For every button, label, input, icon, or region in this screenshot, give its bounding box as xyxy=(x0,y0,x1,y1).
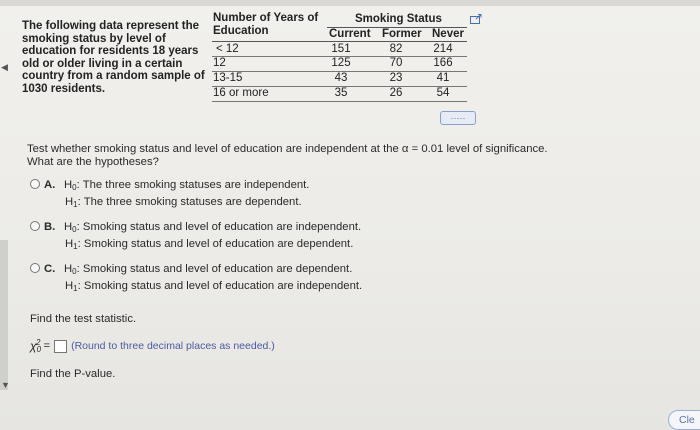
alternative-hypothesis: The three smoking statuses are dependent. xyxy=(83,196,302,208)
chi-square-symbol xyxy=(30,338,40,354)
h1-label: H xyxy=(65,196,74,208)
h1-label: H xyxy=(65,280,74,292)
top-bar xyxy=(0,0,700,6)
h0-subscript: 0 xyxy=(72,225,77,234)
table-cell: 214 xyxy=(433,43,453,55)
rounding-note: (Round to three decimal places as needed.) xyxy=(71,340,275,352)
h0-subscript: 0 xyxy=(72,267,77,276)
option-letter: B. xyxy=(44,221,56,233)
row-label: 13-15 xyxy=(213,72,243,84)
h1-label: H xyxy=(65,238,74,250)
expand-more-button[interactable]: ····· xyxy=(440,111,476,125)
option-b[interactable]: B. $H_0$: Smoking status and level of education are independent. $H_1$: Smoking status and level of education are dependent. xyxy=(30,220,361,254)
h1-subscript: 1 xyxy=(73,242,78,251)
table-cell: 54 xyxy=(436,87,450,99)
null-hypothesis: The three smoking statuses are independent. xyxy=(82,179,310,191)
find-test-statistic-prompt: Find the test statistic. xyxy=(30,313,137,325)
option-letter: A. xyxy=(44,179,56,191)
table-cell: 43 xyxy=(334,72,348,84)
h0-subscript: 0 xyxy=(72,183,77,192)
table-cell: 82 xyxy=(389,43,403,55)
radio-button[interactable] xyxy=(30,179,40,189)
h0-label: H xyxy=(64,263,73,275)
divider xyxy=(212,101,467,102)
alternative-hypothesis: Smoking status and level of education are dependent. xyxy=(83,238,354,250)
chi-letter: χ xyxy=(30,339,37,353)
question-line-1: Test whether smoking status and level of education are independent at the α = 0.01 level of significance. xyxy=(27,143,548,155)
option-letter: C. xyxy=(44,263,56,275)
scrollbar[interactable] xyxy=(0,240,8,390)
test-statistic-row xyxy=(30,338,275,354)
h1-subscript: 1 xyxy=(73,284,78,293)
test-statistic-input[interactable] xyxy=(54,340,67,353)
table-cell: 166 xyxy=(433,57,453,69)
find-p-value-prompt: Find the P-value. xyxy=(30,368,116,380)
divider xyxy=(212,41,467,42)
table-cell: 151 xyxy=(331,43,351,55)
row-label: 12 xyxy=(213,57,226,69)
clear-all-button[interactable]: Cle xyxy=(668,410,700,430)
education-column-header: Number of Years of Education xyxy=(213,12,319,37)
chi-superscript: 2 xyxy=(36,338,41,347)
problem-intro: The following data represent the smoking status by level of education for residents 18 years old or older living in a certain country from a random sample of 1030 residents. xyxy=(22,20,205,95)
expand-arrow-icon[interactable]: ▼ xyxy=(1,380,10,390)
option-c[interactable]: C. $H_0$: Smoking status and level of education are dependent. $H_1$: Smoking status and level of education are independent. xyxy=(30,262,362,296)
table-cell: 41 xyxy=(436,72,450,84)
question-line-2: What are the hypotheses? xyxy=(27,155,159,168)
option-a[interactable]: A. $H_0$: The three smoking statuses are independent. $H_1$: The three smoking statuses are dependent. xyxy=(30,178,309,212)
h0-label: H xyxy=(64,221,73,233)
h1-subscript: 1 xyxy=(73,200,78,209)
export-icon[interactable] xyxy=(470,14,482,24)
smoking-status-header: Smoking Status xyxy=(355,13,442,25)
equals-sign: = xyxy=(43,340,51,352)
row-label: 16 or more xyxy=(213,87,269,99)
chi-subscript: 0 xyxy=(36,345,42,354)
alternative-hypothesis: Smoking status and level of education are independent. xyxy=(83,280,363,292)
table-cell: 125 xyxy=(331,57,351,69)
null-hypothesis: Smoking status and level of education are independent. xyxy=(82,221,362,233)
table-cell: 70 xyxy=(389,57,403,69)
radio-button[interactable] xyxy=(30,263,40,273)
column-header-former: Former xyxy=(382,28,422,40)
table-cell: 23 xyxy=(389,72,403,84)
row-label: < 12 xyxy=(216,43,239,55)
table-cell: 35 xyxy=(334,87,348,99)
column-header-never: Never xyxy=(432,28,464,40)
radio-button[interactable] xyxy=(30,221,40,231)
null-hypothesis: Smoking status and level of education are dependent. xyxy=(82,263,353,275)
collapse-arrow-icon[interactable]: ◀ xyxy=(1,62,8,72)
column-header-current: Current xyxy=(329,28,371,40)
question-text xyxy=(27,143,567,168)
table-cell: 26 xyxy=(389,87,403,99)
h0-label: H xyxy=(64,179,73,191)
